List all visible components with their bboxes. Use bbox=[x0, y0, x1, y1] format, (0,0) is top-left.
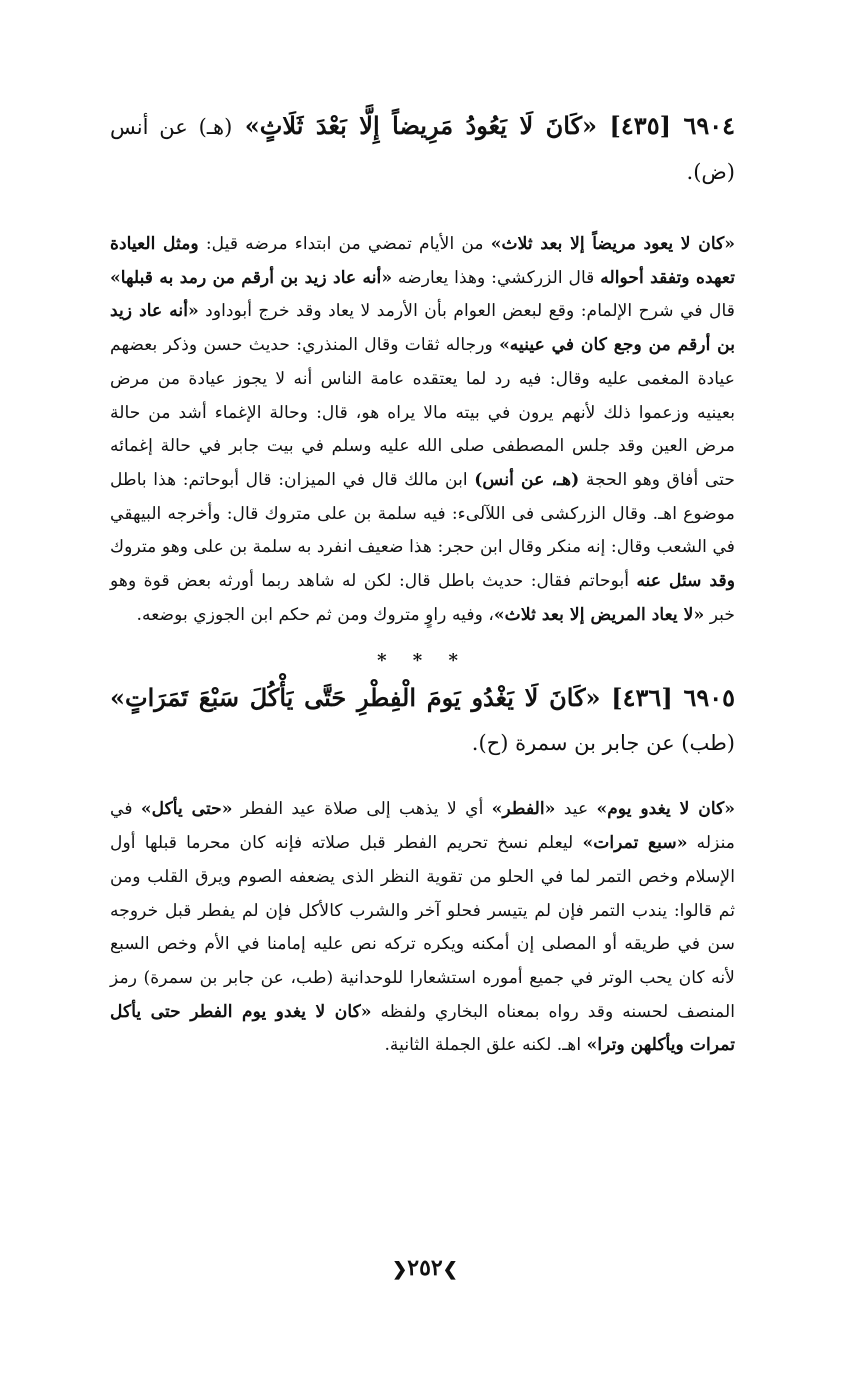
page-body bbox=[110, 104, 735, 1063]
hadith-6905 bbox=[110, 676, 735, 765]
text-segment: ليعلم نسخ تحريم الفطر قبل صلاته فإنه كان محرما قبلها أول الإسلام وخص التمر لما في الحلو من تقوية النظر الذى يضعفه الصوم ويرق القلب ومن ثم قالوا: يندب التمر فإن لم يتيسر فحلو آخر والشرب كالأكل فإن لم يفطر قبل خروجه سن في طريقه أو المصلى إن أمكنه ويكره تركه نص عليه إمامنا في الأم وخص السبع لأنه كان يحب الوتر في جميع أموره استشعارا للوحدانية bbox=[110, 833, 735, 988]
text-segment: اهـ. لكنه علق الجملة الثانية. bbox=[384, 1035, 587, 1056]
hadith-number: ٦٩٠٥ bbox=[683, 683, 736, 713]
hadith-text: «كَانَ لَا يَغْدُو يَومَ الْفِطْرِ حَتَّى يَأْكُلَ سَبْعَ تَمَرَاتٍ» bbox=[110, 683, 601, 713]
hadith-number: ٦٩٠٤ bbox=[683, 111, 736, 140]
hadith-source: (هـ) عن أنس (ض). bbox=[110, 115, 735, 184]
bold-quote-segment: «حتى يأكل» bbox=[140, 799, 233, 820]
bold-quote-segment: وقد سئل عنه bbox=[636, 571, 735, 592]
bold-quote-segment: «سبع تمرات» bbox=[582, 833, 688, 854]
text-segment: أي لا يذهب إلى صلاة عيد الفطر bbox=[232, 799, 492, 820]
text-segment: من الأيام تمضي من ابتداء مرضه قيل: bbox=[198, 234, 491, 254]
ornament-left: ❮ bbox=[392, 1259, 408, 1280]
text-segment: ، وفيه راوٍ متروك ومن ثم حكم ابن الجوزي بوضعه. bbox=[136, 604, 494, 625]
text-segment: قال الزركشي: وهذا يعارضه bbox=[392, 267, 601, 288]
hadith-6904 bbox=[110, 104, 735, 194]
text-segment: قال في شرح الإلمام: وقع لبعض العوام بأن الأرمد لا يعاد وقد خرج أبوداود bbox=[198, 301, 735, 322]
text-segment: عيد bbox=[555, 799, 597, 820]
text-segment: رمز المنصف لحسنه وقد رواه بمعناه البخاري ولفظه bbox=[110, 967, 735, 1022]
commentary-6904 bbox=[110, 228, 735, 632]
text-segment: ورجاله ثقات وقال المنذري: حديث حسن وذكر بعضهم عيادة المغمى عليه وقال: فيه رد لما يعتقده عامة الناس أنه لا يجوز عيادة من مرض بعينيه وزعموا ذلك لأنهم يرون في بيته مالا يراه هو، قال: وحالة الإغماء أشد من حالة مرض العين وقد جلس المصطفى صلى الله عليه وسلم في بيت جابر في حالة إغمائه حتى أفاق وهو الحجة bbox=[110, 335, 735, 490]
page-footer bbox=[0, 1255, 850, 1281]
bold-quote-segment: «كان لا يعود مريضاً إلا بعد ثلاث» bbox=[490, 234, 735, 254]
page-number: ٢٥٢ bbox=[407, 1255, 443, 1281]
bold-quote-segment: «كان لا يغدو يوم» bbox=[596, 799, 736, 820]
text-segment: أبوحاتم فقال: حديث باطل قال: لكن له شاهد ربما أورثه بعض قوة وهو خبر bbox=[110, 571, 735, 625]
bold-quote-segment: «لا يعاد المريض إلا بعد ثلاث» bbox=[493, 604, 705, 625]
text-segment: ابن مالك قال في الميزان: قال أبوحاتم: هذا باطل موضوع اهـ. وقال الزركشى فى اللآلىء: فيه سلمة بن على متروك قال: وأخرجه البيهقي في الشعب وقال: إنه منكر وقال ابن حجر: هذا ضعيف انفرد به سلمة بن على وهو متروك bbox=[110, 469, 735, 558]
text-segment: في منزله bbox=[110, 799, 735, 854]
bold-quote-segment: «الفطر» bbox=[491, 799, 556, 820]
bold-quote-segment: ومثل العيادة تعهده وتفقد أحواله bbox=[110, 234, 735, 288]
bold-quote-segment: (هـ، عن أنس) bbox=[474, 469, 580, 490]
bold-quote-segment: «أنه عاد زيد بن أرقم من وجع كان في عينيه» bbox=[110, 301, 735, 356]
hadith-text: «كَانَ لَا يَعُودُ مَرِيضاً إِلَّا بَعْدَ ثَلَاثٍ» bbox=[244, 111, 598, 140]
bold-quote-segment: «أنه عاد زيد بن أرقم من رمد به قبلها» bbox=[110, 267, 393, 288]
commentary-6905 bbox=[110, 793, 735, 1063]
hadith-source: (طب) عن جابر بن سمرة (ح). bbox=[471, 731, 735, 756]
hadith-ref: [٤٣٥] bbox=[609, 111, 671, 140]
text-segment: (طب، عن جابر بن سمرة) bbox=[143, 967, 334, 988]
bold-quote-segment: «كان لا يغدو يوم الفطر حتى يأكل تمرات ويأكلهن وترا» bbox=[110, 1001, 735, 1056]
section-separator: * * * bbox=[377, 650, 468, 672]
hadith-ref: [٤٣٦] bbox=[611, 683, 673, 713]
ornament-right: ❯ bbox=[442, 1259, 458, 1280]
